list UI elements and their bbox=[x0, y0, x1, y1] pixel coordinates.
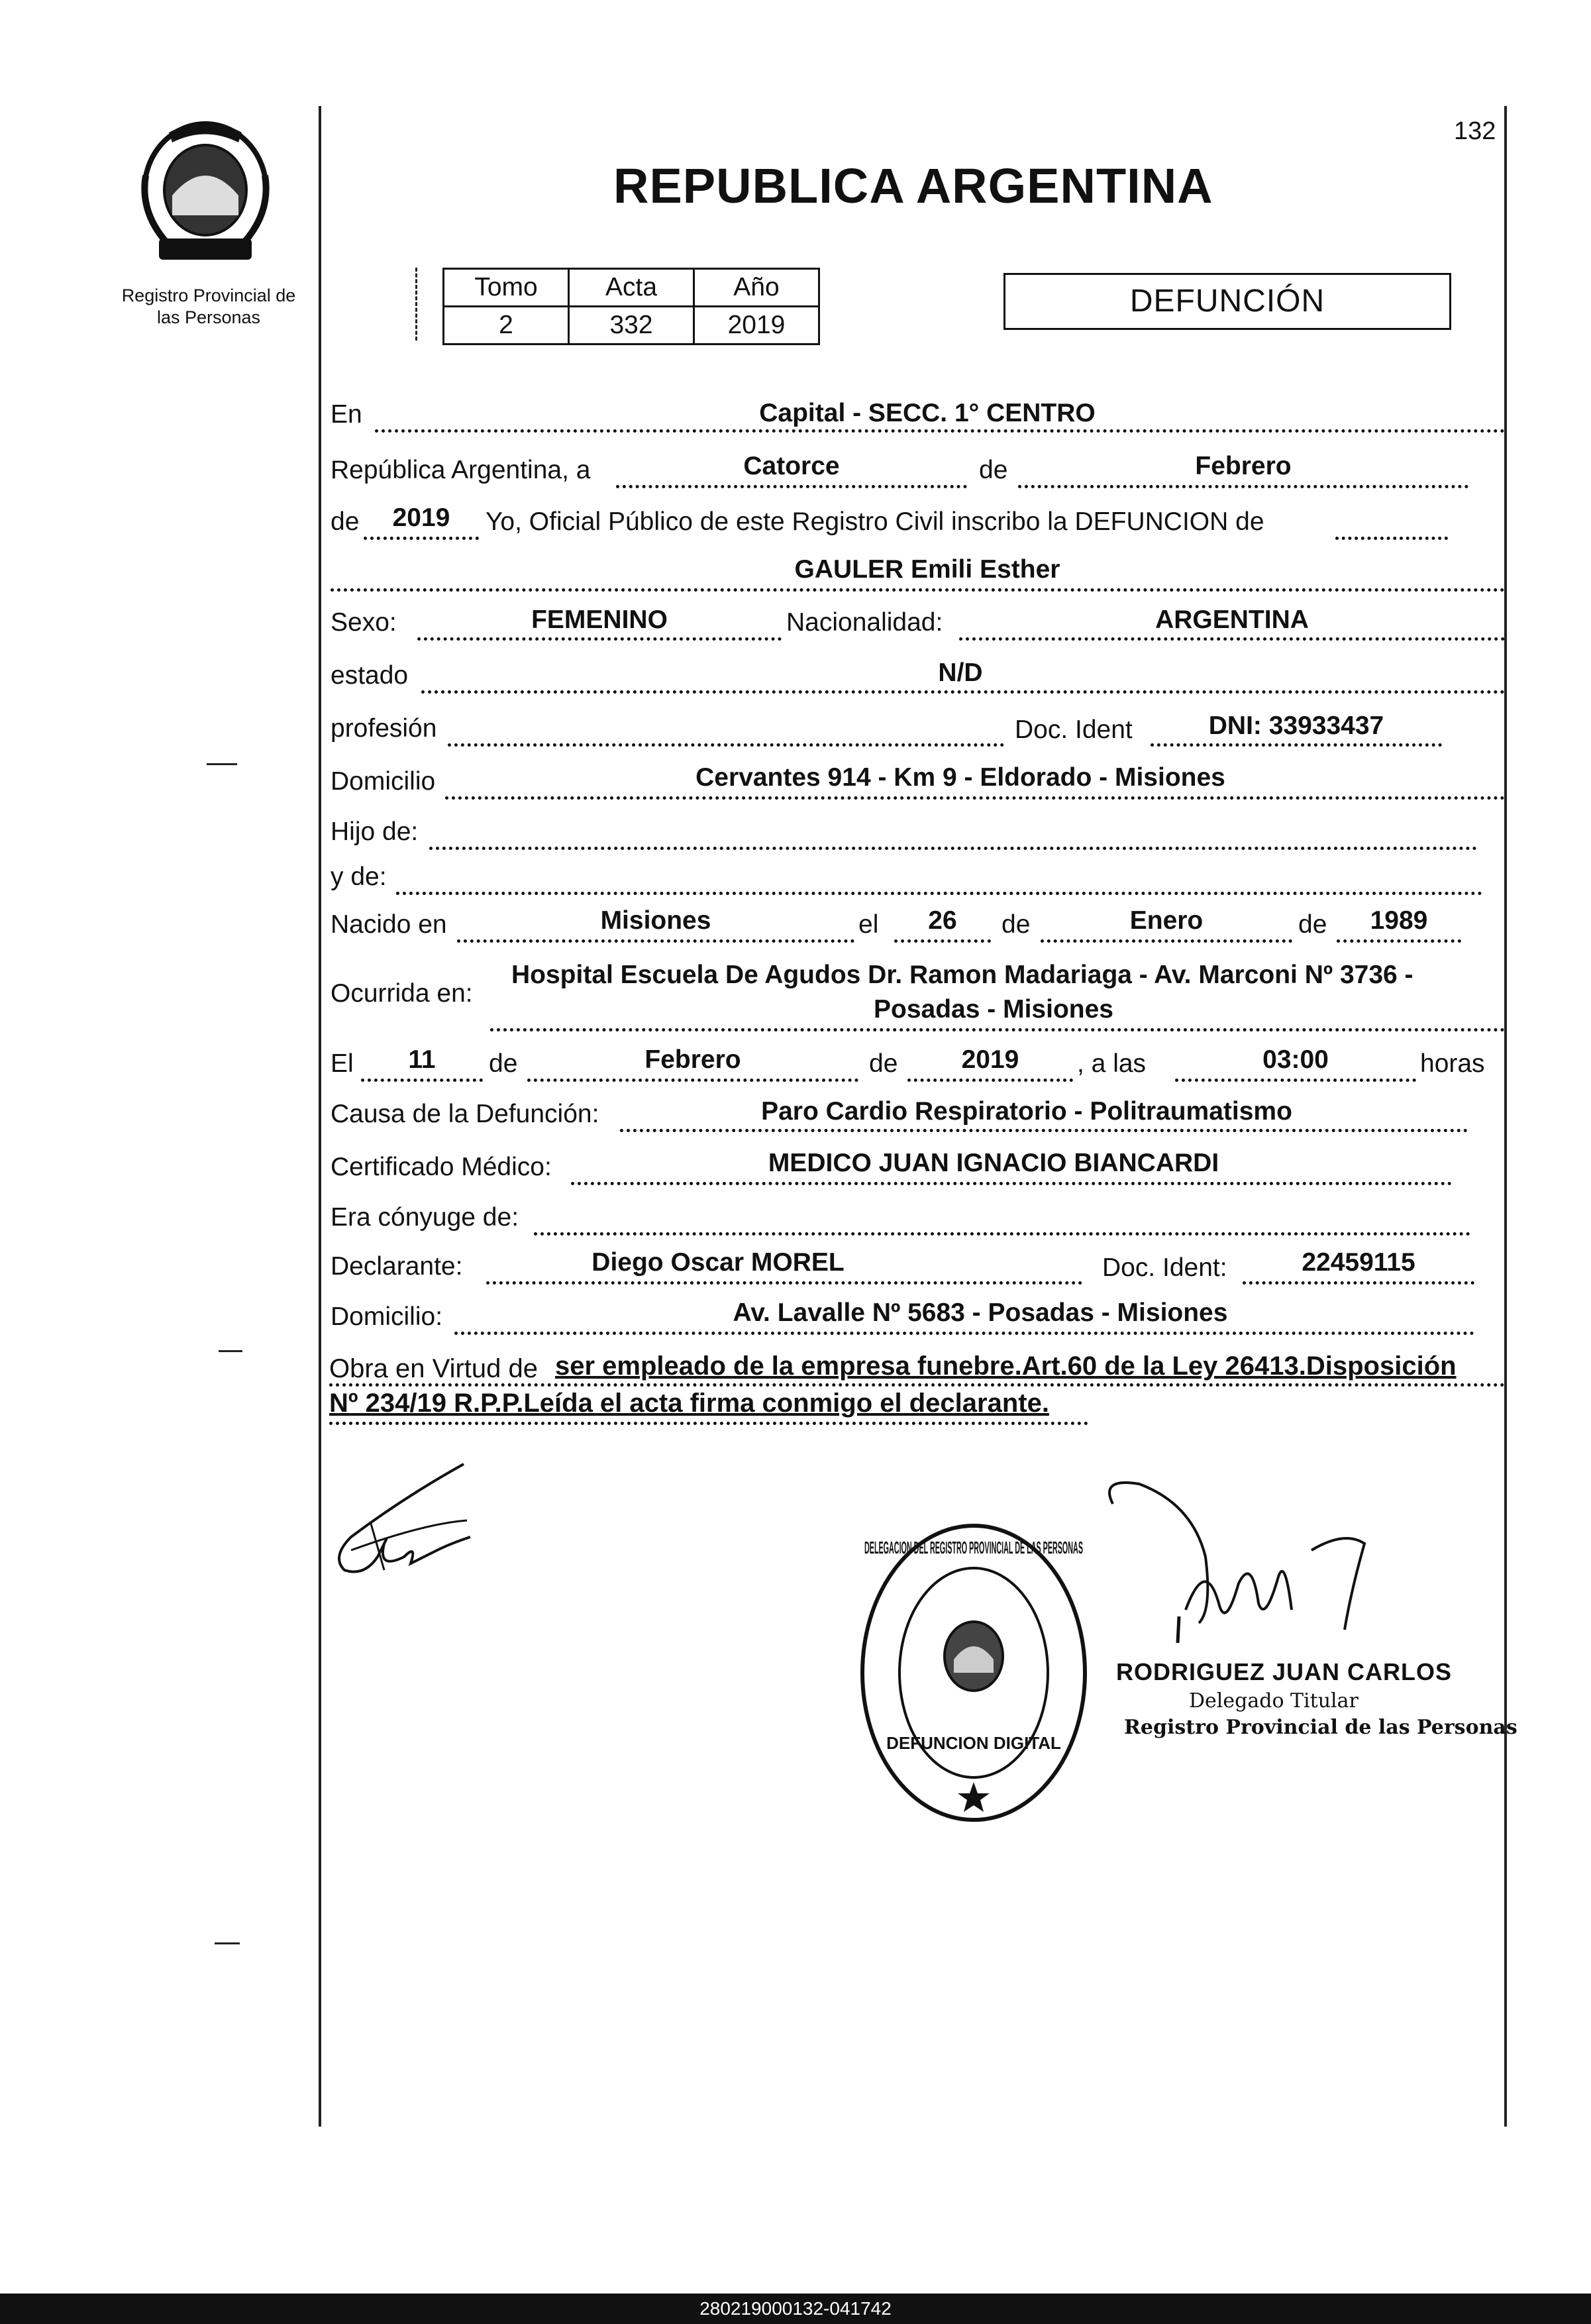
dots-domicilio bbox=[445, 796, 1505, 800]
scan-footer-code: 280219000132-041742 bbox=[0, 2294, 1591, 2324]
header-tick-marks bbox=[415, 268, 417, 341]
label-causa: Causa de la Defunción: bbox=[331, 1100, 599, 1128]
dots-nacionalidad bbox=[959, 637, 1505, 641]
scan-speck bbox=[207, 763, 237, 765]
official-stamp bbox=[854, 1514, 1093, 1832]
value-defuncion-dia: 11 bbox=[408, 1045, 436, 1074]
dots-lugar bbox=[375, 429, 1505, 433]
label-domicilio-2: Domicilio: bbox=[331, 1302, 443, 1331]
value-defuncion-hora: 03:00 bbox=[1262, 1045, 1329, 1074]
dots-anio-inscripcion bbox=[364, 537, 479, 540]
label-ocurrida-en: Ocurrida en: bbox=[331, 979, 473, 1008]
registry-table bbox=[442, 268, 820, 345]
label-conyuge: Era cónyuge de: bbox=[331, 1203, 519, 1232]
value-nacido-dia: 26 bbox=[928, 906, 957, 935]
dots-ocurrida bbox=[490, 1028, 1505, 1031]
value-nacido-lugar: Misiones bbox=[600, 906, 711, 935]
header-acta: Acta bbox=[569, 269, 694, 307]
dots-nacido-dia bbox=[894, 939, 991, 943]
label-y-de: y de: bbox=[331, 863, 387, 891]
label-doc-ident-2: Doc. Ident: bbox=[1102, 1253, 1227, 1282]
label-en: En bbox=[331, 400, 362, 429]
dots-causa bbox=[620, 1129, 1468, 1132]
value-nombre: GAULER Emili Esther bbox=[794, 555, 1060, 584]
left-margin-line bbox=[319, 106, 321, 2127]
dots-obra-2 bbox=[329, 1422, 1088, 1425]
official-name: RODRIGUEZ JUAN CARLOS bbox=[1116, 1658, 1453, 1685]
value-anio: 2019 bbox=[694, 307, 819, 344]
label-de-2: de bbox=[331, 507, 360, 536]
value-nacido-mes: Enero bbox=[1129, 906, 1204, 935]
value-anio-inscripcion: 2019 bbox=[392, 503, 450, 532]
label-doc-ident: Doc. Ident bbox=[1015, 715, 1133, 744]
stamp-ring-text: DELEGACION DEL REGISTRO PROVINCIAL DE LAS PERSONAS bbox=[864, 1538, 1083, 1558]
value-ocurrida-linea2: Posadas - Misiones bbox=[874, 995, 1113, 1024]
dots-nacido-mes bbox=[1041, 939, 1292, 943]
label-horas: horas bbox=[1420, 1049, 1485, 1078]
right-margin-line bbox=[1504, 106, 1507, 2127]
logo-caption-line2: las Personas bbox=[156, 307, 261, 327]
dots-mes-inscripcion bbox=[1018, 485, 1468, 488]
official-role: Delegado Titular bbox=[1189, 1689, 1359, 1713]
dots-documento bbox=[1151, 743, 1442, 747]
dots-profesion bbox=[448, 743, 1004, 747]
label-obra-en-virtud: Obra en Virtud de bbox=[329, 1354, 539, 1383]
value-dia-inscripcion: Catorce bbox=[743, 452, 840, 480]
dots-yo-end bbox=[1335, 537, 1448, 540]
value-obra-linea2: Nº 234/19 R.P.P.Leída el acta firma conmigo el declarante. bbox=[329, 1389, 1049, 1418]
value-tomo: 2 bbox=[444, 307, 569, 344]
dots-estado bbox=[421, 690, 1505, 694]
value-declarante-domicilio: Av. Lavalle Nº 5683 - Posadas - Misiones bbox=[733, 1298, 1228, 1327]
dots-hijo-de bbox=[429, 847, 1477, 850]
value-sexo: FEMENINO bbox=[531, 606, 668, 634]
dots-y-de bbox=[396, 892, 1482, 895]
value-defuncion-mes: Febrero bbox=[644, 1045, 741, 1074]
dots-nacido-lugar bbox=[457, 939, 854, 943]
label-de-5: de bbox=[489, 1049, 518, 1078]
label-de-6: de bbox=[869, 1049, 898, 1078]
value-domicilio: Cervantes 914 - Km 9 - Eldorado - Misiones bbox=[695, 763, 1225, 792]
value-nacido-anio: 1989 bbox=[1370, 906, 1428, 935]
value-declarante: Diego Oscar MOREL bbox=[591, 1248, 845, 1277]
stamp-inner-text: DEFUNCION DIGITAL bbox=[886, 1733, 1061, 1753]
label-hijo-de: Hijo de: bbox=[331, 818, 419, 846]
label-declarante: Declarante: bbox=[331, 1252, 463, 1281]
official-office: Registro Provincial de las Personas bbox=[1124, 1716, 1517, 1739]
label-de-4: de bbox=[1298, 910, 1327, 939]
header-anio: Año bbox=[694, 269, 819, 307]
page-title: REPUBLICA ARGENTINA bbox=[613, 158, 1213, 213]
dots-certificado bbox=[571, 1182, 1452, 1185]
document-type-box: DEFUNCIÓN bbox=[1003, 273, 1451, 330]
dots-declarante bbox=[486, 1281, 1082, 1285]
dots-dia-inscripcion bbox=[616, 485, 967, 488]
logo-caption bbox=[106, 285, 311, 329]
value-estado: N/D bbox=[938, 659, 983, 687]
value-acta: 332 bbox=[569, 307, 694, 344]
logo-caption-line1: Registro Provincial de bbox=[121, 286, 296, 305]
dots-conyuge bbox=[534, 1232, 1470, 1236]
dots-declarante-domicilio bbox=[454, 1332, 1474, 1335]
label-de-3: de bbox=[1001, 910, 1031, 939]
label-nacido-en: Nacido en bbox=[331, 910, 447, 939]
registry-table-value-row bbox=[444, 307, 819, 344]
value-causa: Paro Cardio Respiratorio - Politraumatismo bbox=[761, 1097, 1292, 1126]
province-seal-logo bbox=[132, 116, 278, 268]
label-certificado: Certificado Médico: bbox=[331, 1153, 552, 1181]
label-sexo: Sexo: bbox=[331, 608, 397, 637]
scan-speck bbox=[215, 1942, 240, 1944]
label-el: el bbox=[858, 910, 879, 939]
label-nacionalidad: Nacionalidad: bbox=[786, 608, 943, 637]
dots-defuncion-mes bbox=[527, 1079, 858, 1082]
value-defuncion-anio: 2019 bbox=[961, 1045, 1019, 1074]
value-obra-linea1: ser empleado de la empresa funebre.Art.60 de la Ley 26413.Disposición bbox=[555, 1351, 1457, 1381]
value-mes-inscripcion: Febrero bbox=[1195, 452, 1292, 480]
value-documento: DNI: 33933437 bbox=[1208, 712, 1384, 740]
dots-declarante-doc bbox=[1243, 1281, 1474, 1285]
label-profesion: profesión bbox=[331, 714, 437, 743]
page-number: 132 bbox=[1454, 117, 1496, 145]
value-nacionalidad: ARGENTINA bbox=[1155, 606, 1309, 634]
label-yo-oficial: Yo, Oficial Público de este Registro Civil inscribo la DEFUNCION de bbox=[486, 507, 1264, 536]
value-declarante-doc: 22459115 bbox=[1302, 1248, 1415, 1277]
label-de-1: de bbox=[979, 456, 1008, 484]
dots-defuncion-hora bbox=[1175, 1079, 1416, 1082]
dots-obra-1 bbox=[329, 1383, 1505, 1387]
header-tomo: Tomo bbox=[444, 269, 569, 307]
dots-sexo bbox=[417, 637, 782, 641]
dots-defuncion-dia bbox=[361, 1079, 483, 1082]
declarant-signature bbox=[325, 1457, 484, 1590]
scan-speck bbox=[219, 1350, 242, 1352]
dots-nombre bbox=[331, 588, 1505, 592]
label-republica-a: República Argentina, a bbox=[331, 456, 591, 484]
value-certificado-medico: MEDICO JUAN IGNACIO BIANCARDI bbox=[768, 1149, 1219, 1177]
label-a-las: , a las bbox=[1077, 1049, 1147, 1078]
official-signature bbox=[1086, 1477, 1457, 1676]
label-el-cap: El bbox=[331, 1049, 354, 1078]
dots-defuncion-anio bbox=[907, 1079, 1073, 1082]
registry-table-header-row bbox=[444, 269, 819, 307]
dots-nacido-anio bbox=[1337, 939, 1461, 943]
label-domicilio: Domicilio bbox=[331, 767, 436, 796]
value-ocurrida-linea1: Hospital Escuela De Agudos Dr. Ramon Madariaga - Av. Marconi Nº 3736 - bbox=[511, 961, 1413, 989]
value-lugar: Capital - SECC. 1° CENTRO bbox=[759, 399, 1096, 427]
label-estado: estado bbox=[331, 661, 409, 690]
